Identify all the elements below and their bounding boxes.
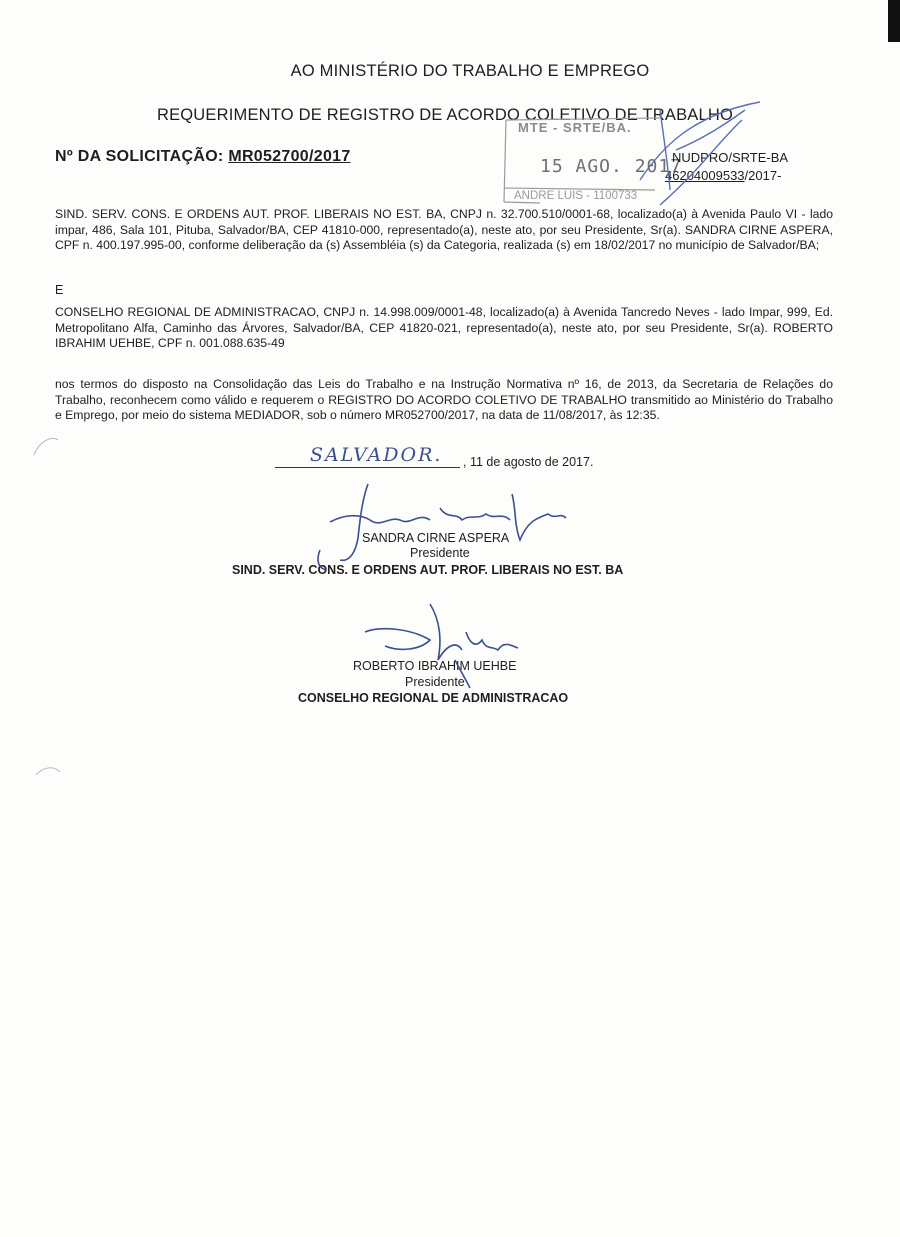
party-separator: E [55, 283, 64, 297]
signatory-1-name: SANDRA CIRNE ASPERA [362, 531, 510, 545]
handwritten-place: SALVADOR. [310, 444, 443, 466]
request-number: MR052700/2017 [228, 148, 351, 165]
signatory-1-role: Presidente [410, 546, 470, 560]
stamp-date: 15 AGO. 2017 [540, 156, 683, 177]
process-number: 46204009533 [665, 168, 745, 183]
signing-date: , 11 de agosto de 2017. [463, 455, 594, 469]
signatory-1-organization: SIND. SERV. CONS. E ORDENS AUT. PROF. LIBERAIS NO EST. BA [232, 563, 624, 577]
margin-marks [34, 439, 60, 775]
signatory-2-organization: CONSELHO REGIONAL DE ADMINISTRACAO [298, 691, 569, 705]
signatory-2-name: ROBERTO IBRAHIM UEHBE [353, 659, 517, 673]
place-underline [275, 467, 460, 468]
party-2-paragraph: CONSELHO REGIONAL DE ADMINISTRACAO, CNPJ n. 14.998.009/0001-48, localizado(a) à Avenida Tancredo Neves - lado Impar, 999, Ed. Metropolitano Alfa, Caminho das Árvores, Salvador/BA, CEP 41820-021, representado(a), neste ato, por seu Presidente, Sr(a). ROBERTO IBRAHIM UEHBE, CPF n. 001.088.635-49 [55, 305, 833, 350]
signatory-2-role: Presidente [405, 675, 465, 689]
request-number-label: Nº DA SOLICITAÇÃO: [55, 148, 224, 165]
party-1-paragraph: SIND. SERV. CONS. E ORDENS AUT. PROF. LIBERAIS NO EST. BA, CNPJ n. 32.700.510/0001-68, localizado(a) à Avenida Paulo VI - lado impar, 486, Sala 101, Pituba, Salvador/BA, CEP 41810-000, representado(a), neste ato, por seu Presidente, Sr(a). SANDRA CIRNE ASPERA, CPF n. 400.197.995-00, conforme deliberação da (s) Assembléia (s) da Categoria, realizada (s) em 18/02/2017 no município de Salvador/BA; [55, 207, 833, 252]
process-number-line [665, 168, 781, 183]
stamp-agency: MTE - SRTE/BA. [518, 120, 632, 135]
addressee-heading: AO MINISTÉRIO DO TRABALHO E EMPREGO [290, 62, 650, 80]
document-title: REQUERIMENTO DE REGISTRO DE ACORDO COLETIVO DE TRABALHO [156, 106, 734, 124]
scan-edge-mark [888, 0, 900, 42]
stamp-clerk: ANDRE LUIS - 1100733 [514, 190, 638, 202]
request-paragraph: nos termos do disposto na Consolidação das Leis do Trabalho e na Instrução Normativa nº 16, de 2013, da Secretaria de Relações do Trabalho, reconhecem como válido e requerem o REGISTRO DO ACORDO COLETIVO DE TRABALHO transmitido ao Ministério do Trabalho e Emprego, por meio do sistema MEDIADOR, sob o número MR052700/2017, na data de 11/08/2017, às 12:35. [55, 377, 833, 422]
request-number-line [55, 148, 351, 166]
process-suffix: /2017- [744, 168, 782, 183]
stamp-department: NUDPRO/SRTE-BA [672, 150, 789, 165]
